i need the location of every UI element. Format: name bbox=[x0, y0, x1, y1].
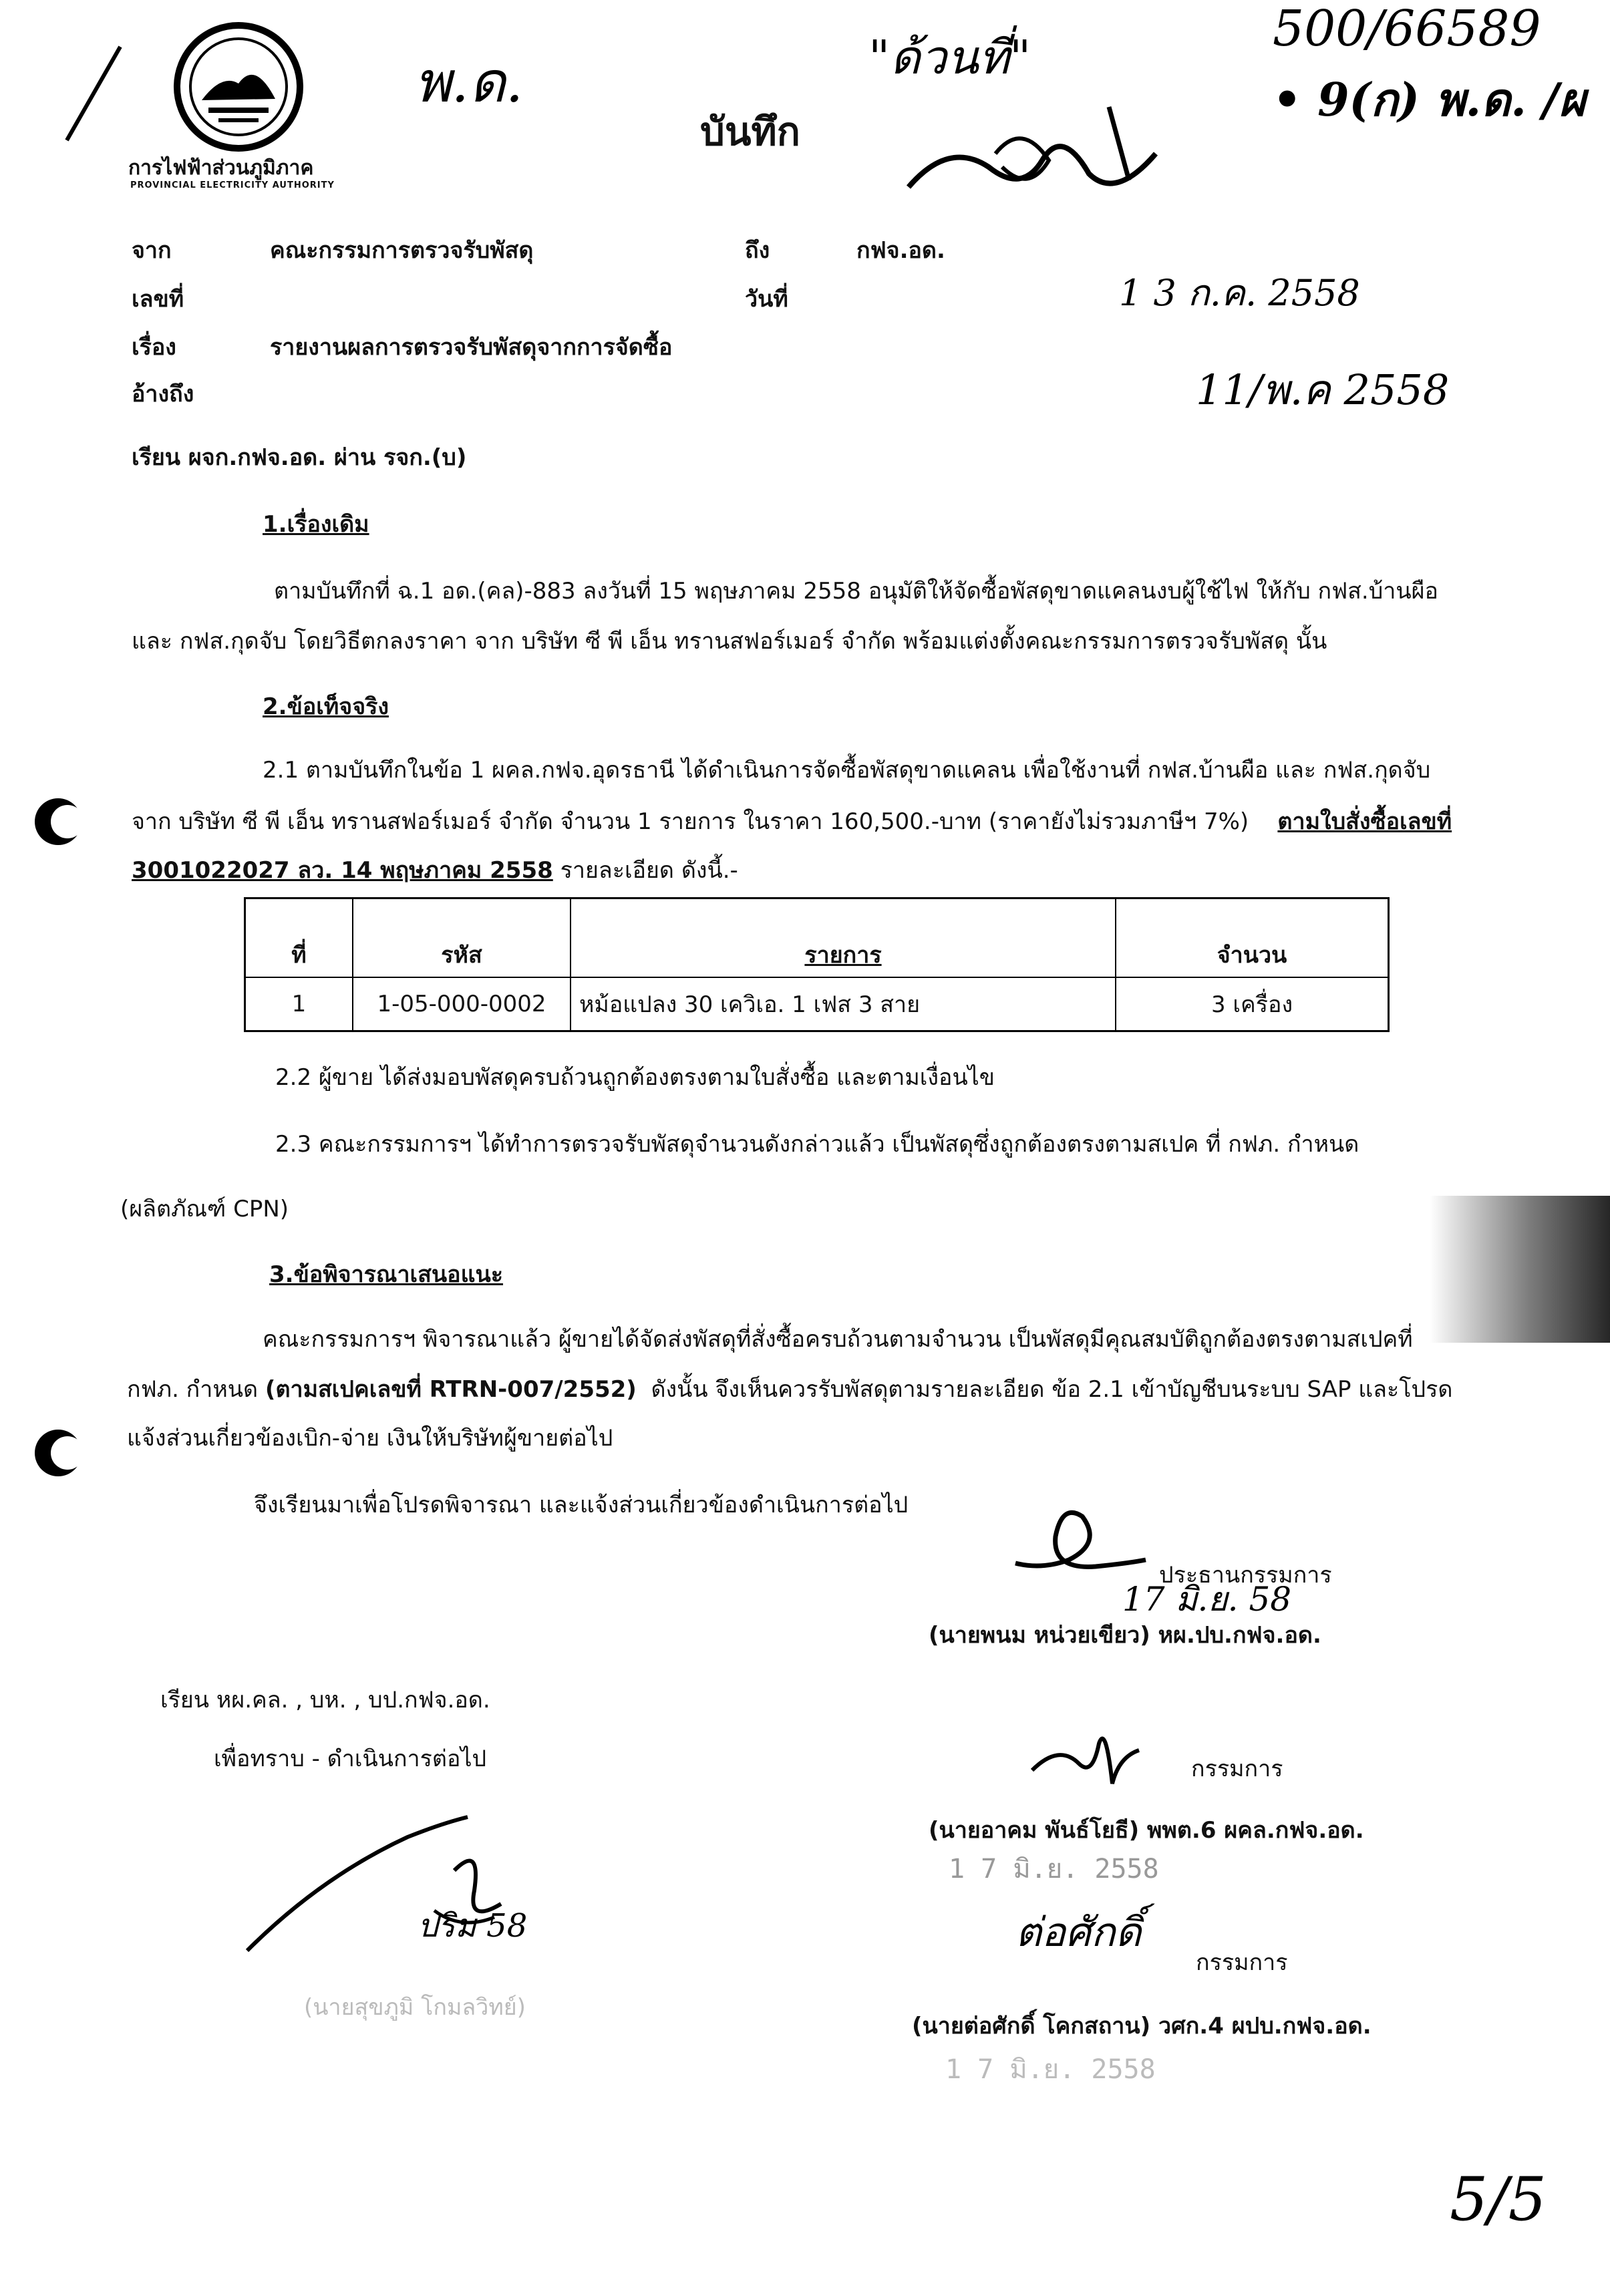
section2-line3 bbox=[132, 857, 738, 884]
page-mark: 5/5 bbox=[1450, 2164, 1547, 2235]
col-header-item: รายการ bbox=[571, 898, 1116, 978]
section2-line2-text: จาก บริษัท ซี พี เอ็น ทรานสฟอร์เมอร์ จำกัด จำนวน 1 รายการ ในราคา 160,500.-บาท (ราคายังไม่รวมภาษีฯ 7%) bbox=[132, 808, 1249, 835]
margin-slash-mark bbox=[53, 40, 134, 147]
section1-line1: ตามบันทึกที่ ฉ.1 อด.(คล)-883 ลงวันที่ 15 พฤษภาคม 2558 อนุมัติให้จัดซื้อพัสดุขาดแคลนงบผู้ใช้ไฟ ให้กับ กฟส.บ้านผือ bbox=[274, 578, 1438, 605]
section3-line3: แจ้งส่วนเกี่ยวข้องเบิก-จ่าย เงินให้บริษัทผู้ขายต่อไป bbox=[127, 1425, 613, 1452]
scan-shadow bbox=[1430, 1196, 1610, 1343]
chair-name: (นายพนม หน่วยเขียว) หผ.ปบ.กฟจ.อด. bbox=[929, 1622, 1321, 1649]
cell-qty: 3 เครื่อง bbox=[1116, 977, 1389, 1031]
col-header-code: รหัส bbox=[353, 898, 571, 978]
handwritten-left-note: พ.ด. bbox=[414, 49, 524, 115]
from-value: คณะกรรมการตรวจรับพัสดุ bbox=[270, 237, 534, 264]
faint-stamp-name: (นายสุขภูมิ โกมลวิทย์) bbox=[304, 1994, 526, 2021]
handwritten-quote-note: "ด้วนที่" bbox=[868, 30, 1031, 85]
member1-signature bbox=[1025, 1717, 1146, 1797]
to-value: กฟจ.อด. bbox=[856, 237, 945, 264]
chair-sign-date: 17 มิ.ย. 58 bbox=[1122, 1580, 1292, 1619]
section1-line2: และ กฟส.กุดจับ โดยวิธีตกลงราคา จาก บริษัท ซี พี เอ็น ทรานสฟอร์เมอร์ จำกัด พร้อมแต่งตั้งคณะกรรมการตรวจรับพัสดุ นั้น bbox=[132, 628, 1327, 655]
spec-number: (ตามสเปคเลขที่ RTRN-007/2552) bbox=[265, 1376, 637, 1403]
punch-hole-upper bbox=[35, 798, 82, 845]
member2-date-stamp: 1 7 มิ.ย. 2558 bbox=[945, 2054, 1156, 2085]
items-table bbox=[244, 897, 1390, 1032]
salutation: เรียน ผจก.กฟจ.อด. ผ่าน รจก.(บ) bbox=[132, 444, 467, 471]
punch-hole-lower bbox=[35, 1430, 82, 1476]
chair-role: ประธานกรรมการ bbox=[1159, 1562, 1332, 1589]
member2-name: (นายต่อศักดิ์ โคกสถาน) วศก.4 ผปบ.กฟจ.อด. bbox=[912, 2013, 1372, 2039]
purchase-order-number: 3001022027 ลว. 14 พฤษภาคม 2558 bbox=[132, 857, 553, 884]
section1-heading: 1.เรื่องเดิม bbox=[263, 511, 369, 538]
section3-heading: 3.ข้อพิจารณาเสนอแนะ bbox=[269, 1261, 504, 1288]
member2-signature: ต่อศักดิ์ bbox=[1015, 1909, 1142, 1956]
cell-code: 1-05-000-0002 bbox=[353, 977, 571, 1031]
number-label: เลขที่ bbox=[132, 286, 184, 313]
cell-item: หม้อแปลง 30 เควิเอ. 1 เฟส 3 สาย bbox=[571, 977, 1116, 1031]
from-label: จาก bbox=[132, 237, 172, 264]
subject-value: รายงานผลการตรวจรับพัสดุจากการจัดซื้อ bbox=[270, 334, 673, 361]
section2-line3-text: รายละเอียด ดังนี้.- bbox=[560, 857, 738, 884]
table-row bbox=[245, 977, 1389, 1031]
handwritten-register-note: • 9(ก) พ.ด. /ผ bbox=[1273, 73, 1586, 127]
pea-logo bbox=[168, 20, 309, 154]
org-name-th: การไฟฟ้าส่วนภูมิภาค bbox=[128, 156, 314, 180]
closing-line: จึงเรียนมาเพื่อโปรดพิจารณา และแจ้งส่วนเกี่ยวข้องดำเนินการต่อไป bbox=[254, 1492, 909, 1518]
col-header-no: ที่ bbox=[245, 898, 353, 978]
chair-signature bbox=[1002, 1496, 1156, 1583]
member1-date-stamp: 1 7 มิ.ย. 2558 bbox=[949, 1854, 1159, 1884]
reference-label: อ้างถึง bbox=[132, 381, 194, 407]
document-type: บันทึก bbox=[700, 109, 800, 154]
member2-role: กรรมการ bbox=[1196, 1949, 1288, 1976]
section3-line2a: กฟภ. กำหนด bbox=[127, 1376, 259, 1403]
org-name-en: PROVINCIAL ELECTRICITY AUTHORITY bbox=[130, 180, 335, 190]
col-header-qty: จำนวน bbox=[1116, 898, 1389, 978]
routing-to: เรียน หผ.คล. , บห. , บป.กฟจ.อด. bbox=[160, 1687, 490, 1713]
cell-no: 1 bbox=[245, 977, 353, 1031]
member1-role: กรรมการ bbox=[1191, 1756, 1283, 1782]
subject-label: เรื่อง bbox=[132, 334, 176, 361]
handwritten-register-number: 500/66589 bbox=[1273, 0, 1541, 57]
routing-date: ปริม 58 bbox=[418, 1907, 528, 1945]
purchase-order-label: ตามใบสั่งซื้อเลขที่ bbox=[1277, 808, 1452, 835]
section2-p22: 2.2 ผู้ขาย ได้ส่งมอบพัสดุครบถ้วนถูกต้องตรงตามใบสั่งซื้อ และตามเงื่อนไข bbox=[275, 1064, 995, 1091]
section3-line1: คณะกรรมการฯ พิจารณาแล้ว ผู้ขายได้จัดส่งพัสดุที่สั่งซื้อครบถ้วนตามจำนวน เป็นพัสดุมีคุณสมบัติถูกต้องตรงตามสเปคที่ bbox=[263, 1326, 1413, 1353]
to-label: ถึง bbox=[745, 237, 770, 264]
section2-line1: 2.1 ตามบันทึกในข้อ 1 ผคล.กฟจ.อุดรธานี ได้ดำเนินการจัดซื้อพัสดุขาดแคลน เพื่อใช้งานที่ กฟส.บ้านผือ และ กฟส.กุดจับ bbox=[263, 757, 1431, 784]
date-stamp: 1 3 ก.ค. 2558 bbox=[1119, 272, 1360, 314]
section3-line2c: ดังนั้น จึงเห็นควรรับพัสดุตามรายละเอียด ข้อ 2.1 เข้าบัญชีบนระบบ SAP และโปรด bbox=[651, 1376, 1453, 1403]
section3-line2 bbox=[127, 1376, 1452, 1404]
member1-name: (นายอาคม พันธ์โยธี) พพต.6 ผคล.กฟจ.อด. bbox=[929, 1817, 1364, 1844]
routing-note: เพื่อทราบ - ดำเนินการต่อไป bbox=[214, 1746, 487, 1772]
section2-line2 bbox=[132, 808, 1452, 836]
handwritten-signature-top bbox=[889, 80, 1169, 207]
section2-heading: 2.ข้อเท็จจริง bbox=[263, 693, 389, 720]
table-header-row bbox=[245, 898, 1389, 978]
handwritten-date: 11/พ.ค 2558 bbox=[1196, 365, 1450, 414]
section2-p23: 2.3 คณะกรรมการฯ ได้ทำการตรวจรับพัสดุจำนวนดังกล่าวแล้ว เป็นพัสดุซึ่งถูกต้องตรงตามสเปค ที่ กฟภ. กำหนด bbox=[275, 1131, 1359, 1158]
date-label: วันที่ bbox=[745, 286, 788, 313]
section2-p23b: (ผลิตภัณฑ์ CPN) bbox=[120, 1196, 289, 1222]
